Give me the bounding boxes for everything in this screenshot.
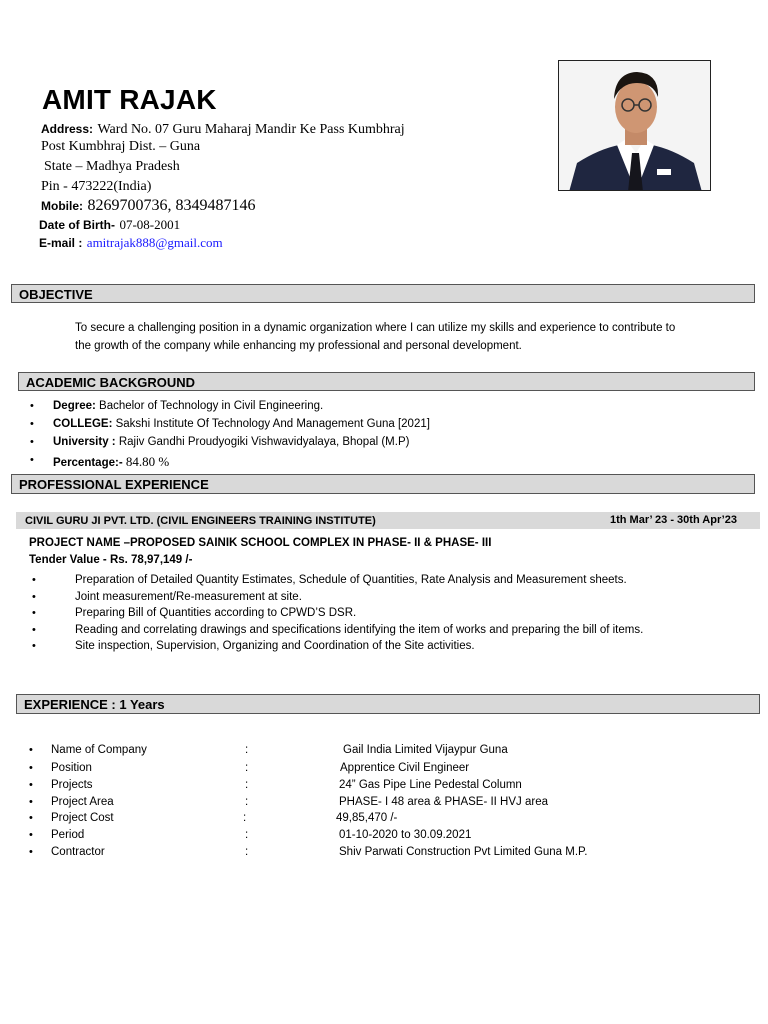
- bullet-marker: •: [29, 812, 33, 824]
- profile-photo-illustration: [559, 61, 711, 191]
- experience-row-colon: :: [243, 812, 247, 824]
- academic-item-label: COLLEGE:: [53, 418, 113, 430]
- academic-item-value: Bachelor of Technology in Civil Engineering.: [95, 400, 324, 412]
- company-name: CIVIL GURU JI PVT. LTD. (CIVIL ENGINEERS TRAINING INSTITUTE): [25, 515, 376, 527]
- email-line: [39, 234, 223, 252]
- experience-section-bar: [16, 694, 760, 714]
- employment-dates: 1th Mar’ 23 - 30th Apr’23: [610, 514, 737, 526]
- objective-section-bar: [11, 284, 755, 303]
- bullet-marker: •: [29, 779, 33, 791]
- bullet-marker: •: [29, 744, 33, 756]
- experience-row: [29, 796, 729, 808]
- duty-text: Reading and correlating drawings and specifications identifying the item of works and preparing the bill of items.: [75, 624, 644, 636]
- bullet-marker: •: [30, 418, 34, 430]
- experience-row-label: Projects: [51, 779, 93, 791]
- academic-item-value: Sakshi Institute Of Technology And Management Guna [2021]: [112, 418, 430, 430]
- experience-row: [29, 779, 729, 791]
- experience-row-value: Apprentice Civil Engineer: [340, 762, 470, 774]
- professional-title: PROFESSIONAL EXPERIENCE: [19, 477, 209, 492]
- objective-title: OBJECTIVE: [19, 287, 93, 302]
- experience-row-colon: :: [245, 846, 249, 858]
- mobile-label: Mobile:: [41, 199, 83, 213]
- experience-row-label: Position: [51, 762, 92, 774]
- mobile-line: [41, 197, 255, 215]
- experience-row-colon: :: [245, 796, 249, 808]
- objective-text-1: To secure a challenging position in a dynamic organization where I can utilize my skills and experience to contribute to: [75, 322, 676, 334]
- academic-title: ACADEMIC BACKGROUND: [26, 375, 195, 390]
- duty-item: [32, 574, 627, 586]
- duty-item: [32, 591, 302, 603]
- experience-row-colon: :: [245, 829, 249, 841]
- candidate-name: AMIT RAJAK: [42, 84, 217, 115]
- bullet-marker: •: [30, 454, 34, 466]
- bullet-marker: •: [29, 846, 33, 858]
- bullet-marker: •: [30, 436, 34, 448]
- experience-title: EXPERIENCE : 1 Years: [24, 697, 165, 712]
- academic-item-label: Percentage:-: [53, 457, 123, 469]
- experience-row: [29, 744, 729, 756]
- experience-row-colon: :: [245, 762, 249, 774]
- mobile-value: 8269700736, 8349487146: [87, 197, 256, 214]
- duty-item: [32, 640, 475, 652]
- profile-photo: [558, 60, 711, 191]
- academic-item: [30, 418, 430, 430]
- duty-text: Site inspection, Supervision, Organizing and Coordination of the Site activities.: [75, 640, 475, 652]
- bullet-marker: •: [32, 574, 36, 586]
- dob-value: 07-08-2001: [119, 217, 181, 232]
- academic-item-label: University :: [53, 436, 116, 448]
- experience-row-value: 01-10-2020 to 30.09.2021: [339, 829, 472, 841]
- address-value-4: Pin - 473222(India): [41, 179, 152, 194]
- address-label: Address:: [41, 122, 94, 136]
- bullet-marker: •: [29, 762, 33, 774]
- email-label: E-mail :: [39, 236, 83, 250]
- address-value-1: Ward No. 07 Guru Maharaj Mandir Ke Pass Kumbhraj: [97, 122, 405, 137]
- experience-row-value: 49,85,470 /-: [336, 812, 398, 824]
- experience-row-value: PHASE- I 48 area & PHASE- II HVJ area: [339, 796, 548, 808]
- experience-row-value: Gail India Limited Vijaypur Guna: [343, 744, 508, 756]
- tender-value: Tender Value - Rs. 78,97,149 /-: [29, 554, 193, 566]
- experience-row-value: 24” Gas Pipe Line Pedestal Column: [339, 779, 522, 791]
- experience-row: [29, 812, 729, 824]
- duty-text: Joint measurement/Re-measurement at site.: [75, 591, 302, 603]
- experience-row-label: Project Cost: [51, 812, 114, 824]
- bullet-marker: •: [32, 624, 36, 636]
- experience-row-colon: :: [245, 744, 249, 756]
- experience-row-label: Name of Company: [51, 744, 147, 756]
- academic-item: [30, 400, 324, 412]
- academic-item-value: Rajiv Gandhi Proudyogiki Vishwavidyalaya, Bhopal (M.P): [115, 436, 410, 448]
- bullet-marker: •: [29, 829, 33, 841]
- objective-text-2: the growth of the company while enhancing my professional and personal development.: [75, 340, 522, 352]
- experience-row-label: Period: [51, 829, 85, 841]
- experience-row-label: Project Area: [51, 796, 114, 808]
- email-link[interactable]: amitrajak888@gmail.com: [86, 235, 223, 250]
- duty-text: Preparing Bill of Quantities according to CPWD’S DSR.: [75, 607, 357, 619]
- bullet-marker: •: [32, 607, 36, 619]
- bullet-marker: •: [32, 640, 36, 652]
- address-value-2: Post Kumbhraj Dist. – Guna: [41, 139, 201, 154]
- academic-item: [30, 436, 410, 448]
- bullet-marker: •: [32, 591, 36, 603]
- duty-text: Preparation of Detailed Quantity Estimates, Schedule of Quantities, Rate Analysis and Measurement sheets.: [75, 574, 627, 586]
- experience-row: [29, 846, 729, 858]
- professional-section-bar: [11, 474, 755, 494]
- academic-item-label: Degree:: [53, 400, 96, 412]
- duty-item: [32, 607, 357, 619]
- dob-label: Date of Birth-: [39, 218, 115, 232]
- experience-row: [29, 829, 729, 841]
- experience-row-value: Shiv Parwati Construction Pvt Limited Guna M.P.: [339, 846, 588, 858]
- academic-section-bar: [18, 372, 755, 391]
- address-value-3: State – Madhya Pradesh: [44, 159, 180, 174]
- experience-row-label: Contractor: [51, 846, 105, 858]
- experience-row-colon: :: [245, 779, 249, 791]
- project-name: PROJECT NAME –PROPOSED SAINIK SCHOOL COMPLEX IN PHASE- II & PHASE- III: [29, 537, 492, 549]
- academic-item-value: 84.80 %: [122, 454, 170, 469]
- bullet-marker: •: [29, 796, 33, 808]
- dob-line: [39, 216, 180, 234]
- bullet-marker: •: [30, 400, 34, 412]
- address-line-1: [41, 120, 405, 138]
- experience-row: [29, 762, 729, 774]
- duty-item: [32, 624, 644, 636]
- academic-item: [30, 454, 170, 469]
